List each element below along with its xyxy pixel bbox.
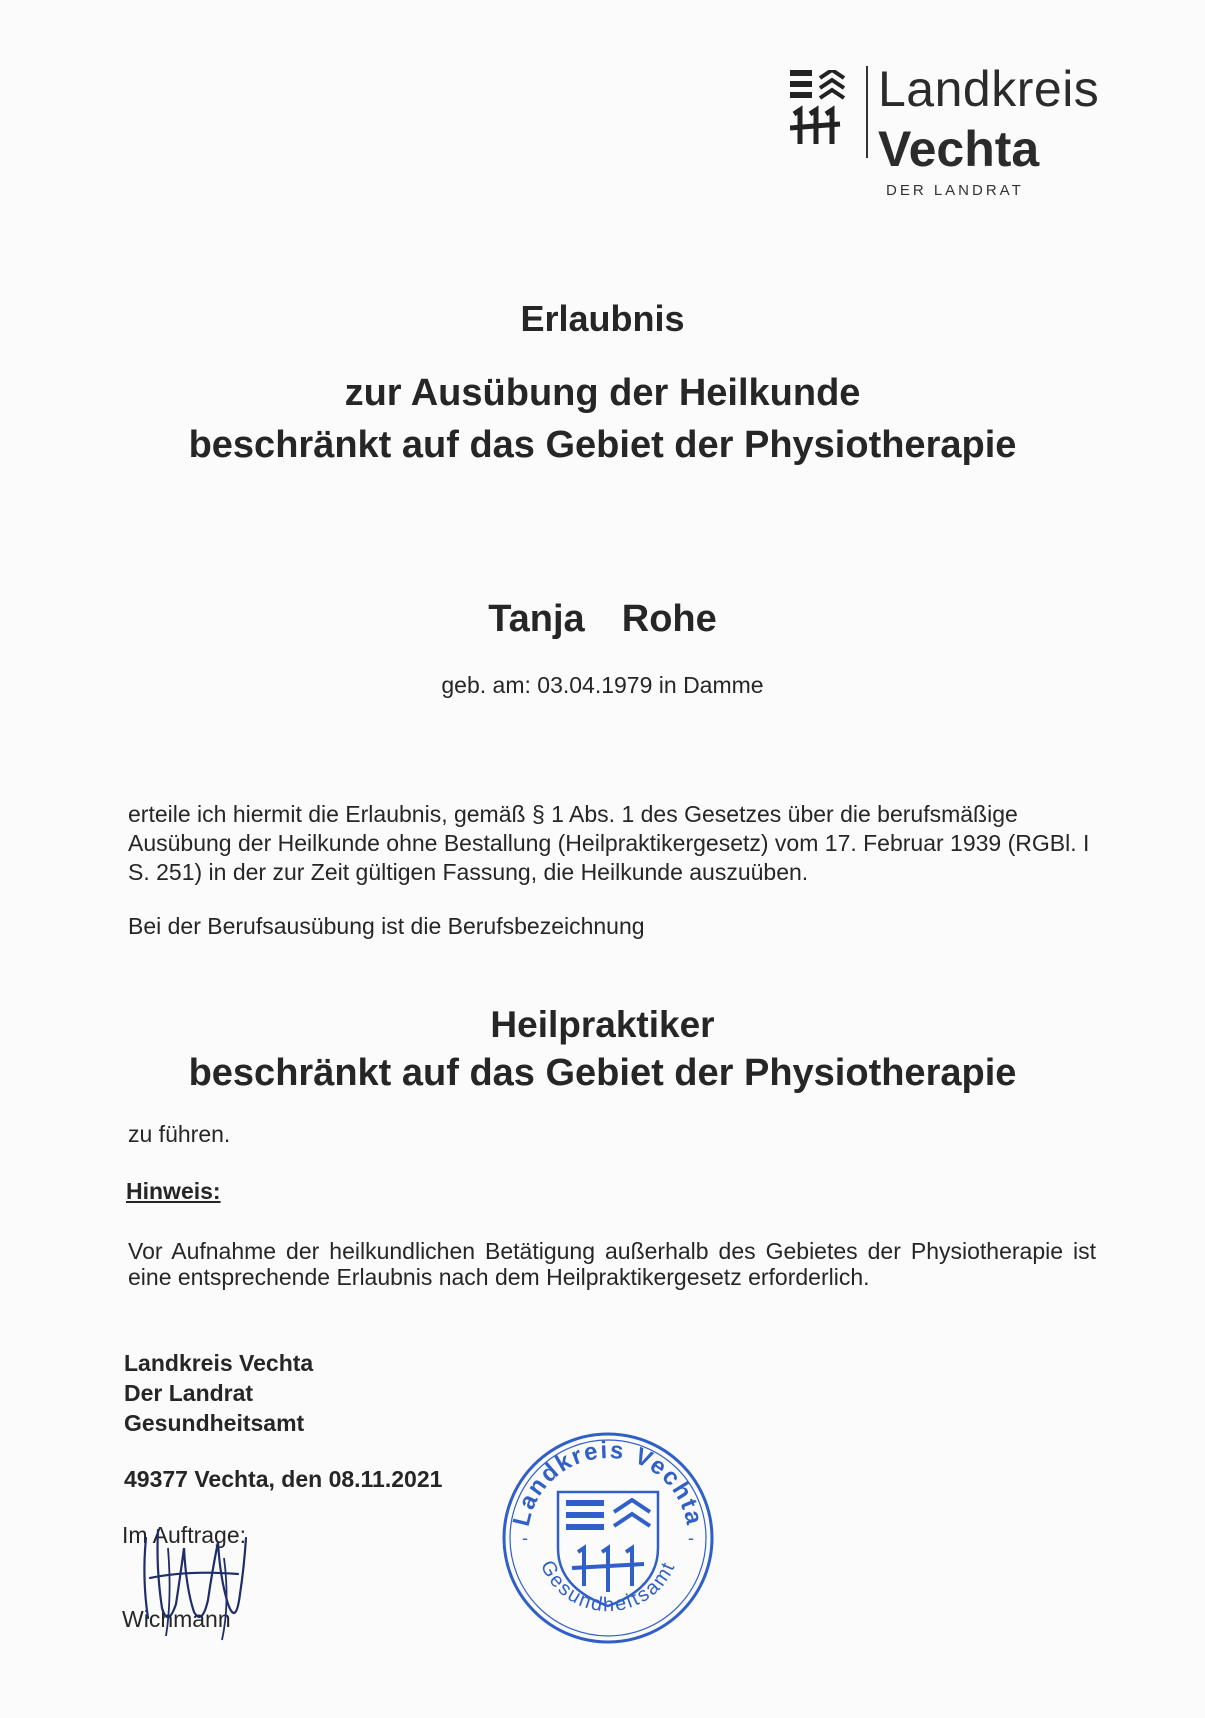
permission-paragraph: erteile ich hiermit die Erlaubnis, gemäß § 1 Abs. 1 des Gesetzes über die berufsmäßige Ausübung der Heilkunde ohne Bestallung (Heilpraktikergesetz) vom 17. Februar 1939 (RGBl. I S. 251) in der zur Zeit gültigen Fassung, die Heilkunde auszuüben. (128, 801, 1090, 885)
landkreis-logo (790, 62, 1120, 202)
authority-line3: Gesundheitsamt (124, 1410, 305, 1436)
coat-of-arms-icon (790, 70, 854, 148)
authority-line1: Landkreis Vechta (124, 1350, 314, 1376)
svg-text:-: - (522, 1528, 528, 1548)
title-intro-paragraph: Bei der Berufsausübung ist die Berufsbezeichnung (128, 913, 645, 939)
hinweis-text: Vor Aufnahme der heilkundlichen Betätigung außerhalb des Gebietes der Physiotherapie ist eine entsprechende Erlaubnis nach dem Heilpraktikergesetz erforderlich. (128, 1238, 1096, 1290)
document-subtitle-line1: zur Ausübung der Heilkunde (344, 372, 861, 414)
authority-block (124, 1348, 313, 1438)
svg-text:-: - (688, 1528, 694, 1548)
im-auftrage: Im Auftrage: (122, 1522, 247, 1548)
job-title-line1: Heilpraktiker (490, 1004, 715, 1045)
hinweis-label: Hinweis: (126, 1178, 221, 1204)
logo-landkreis: Landkreis (878, 61, 1100, 117)
logo-vechta: Vechta (878, 121, 1040, 177)
document-title: Erlaubnis (520, 298, 685, 339)
signature-icon (128, 1508, 258, 1648)
stamp-top-text: Landkreis Vechta (507, 1436, 709, 1529)
signer-name: Wichmann (122, 1606, 231, 1632)
logo-divider (866, 66, 868, 158)
place-date: 49377 Vechta, den 08.11.2021 (124, 1466, 443, 1492)
svg-text:Landkreis Vechta (508, 1437, 708, 1529)
authority-line2: Der Landrat (124, 1380, 254, 1406)
birth-info: geb. am: 03.04.1979 in Damme (441, 672, 764, 698)
job-title-line2: beschränkt auf das Gebiet der Physiotherapie (188, 1052, 1017, 1094)
closing-paragraph: zu führen. (128, 1121, 231, 1147)
document-subtitle-line2: beschränkt auf das Gebiet der Physiotherapie (188, 424, 1017, 466)
logo-subtitle: DER LANDRAT (886, 182, 1024, 199)
person-name: Tanja Rohe (488, 598, 717, 640)
official-stamp (498, 1428, 718, 1648)
stamp-bottom-text: Gesundheitsamt (535, 1556, 680, 1617)
